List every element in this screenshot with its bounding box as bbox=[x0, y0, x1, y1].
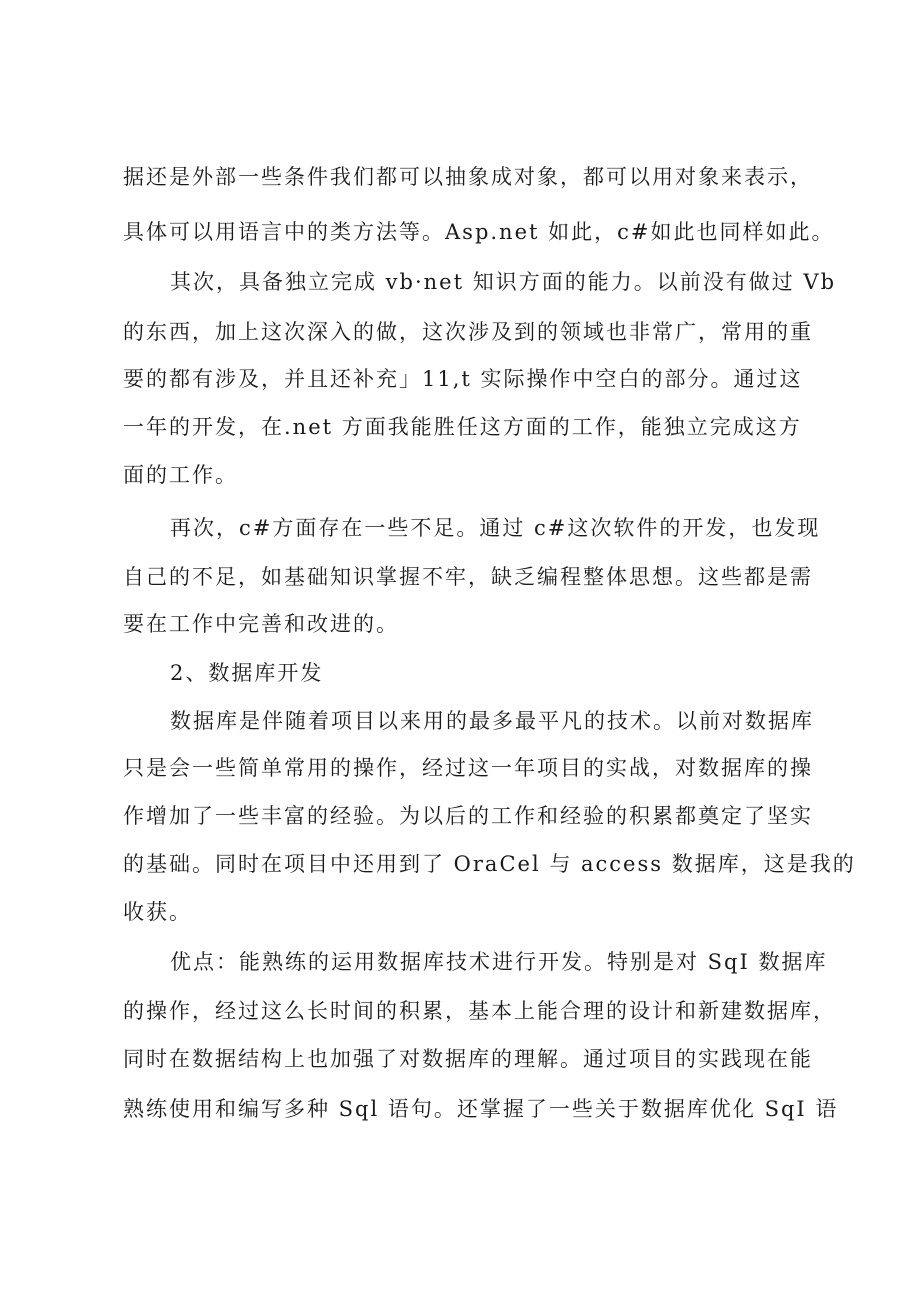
text-line: 具体可以用语言中的类方法等。Asp.net 如此，c#如此也同样如此。 bbox=[123, 220, 835, 244]
text-line: 的操作，经过这么长时间的积累，基本上能合理的设计和新建数据库， bbox=[123, 999, 836, 1023]
text-line: 要在工作中完善和改进的。 bbox=[123, 612, 399, 636]
text-line: 的东西，加上这次深入的做，这次涉及到的领域也非常广，常用的重 bbox=[123, 320, 813, 344]
paragraph-first-line: 数据库是伴随着项目以来用的最多最平凡的技术。以前对数据库 bbox=[170, 709, 814, 733]
text-line: 同时在数据结构上也加强了对数据库的理解。通过项目的实践现在能 bbox=[123, 1047, 813, 1071]
paragraph-first-line: 再次，c#方面存在一些不足。通过 c#这次软件的开发，也发现 bbox=[170, 516, 821, 540]
text-line: 熟练使用和编写多种 Sql 语句。还掌握了一些关于数据库优化 SqI 语 bbox=[123, 1097, 839, 1121]
text-line: 作增加了一些丰富的经验。为以后的工作和经验的积累都奠定了坚实 bbox=[123, 804, 813, 828]
text-line: 的基础。同时在项目中还用到了 OraCel 与 access 数据库，这是我的 bbox=[123, 852, 856, 876]
text-line: 只是会一些简单常用的操作，经过这一年项目的实战，对数据库的操 bbox=[123, 756, 813, 780]
paragraph-first-line: 其次，具备独立完成 vb·net 知识方面的能力。以前没有做过 Vb bbox=[170, 270, 837, 294]
paragraph-first-line: 优点：能熟练的运用数据库技术进行开发。特别是对 SqI 数据库 bbox=[170, 950, 828, 974]
text-line: 收获。 bbox=[123, 900, 192, 924]
text-line: 面的工作。 bbox=[123, 463, 238, 487]
section-heading: 2、数据库开发 bbox=[170, 661, 324, 685]
text-line: 自己的不足，如基础知识掌握不牢，缺乏编程整体思想。这些都是需 bbox=[123, 565, 813, 589]
text-line: 据还是外部一些条件我们都可以抽象成对象，都可以用对象来表示， bbox=[123, 165, 813, 189]
text-line: 一年的开发，在.net 方面我能胜任这方面的工作，能独立完成这方 bbox=[123, 415, 802, 439]
text-line: 要的都有涉及，并且还补充」11,t 实际操作中空白的部分。通过这 bbox=[123, 367, 803, 391]
